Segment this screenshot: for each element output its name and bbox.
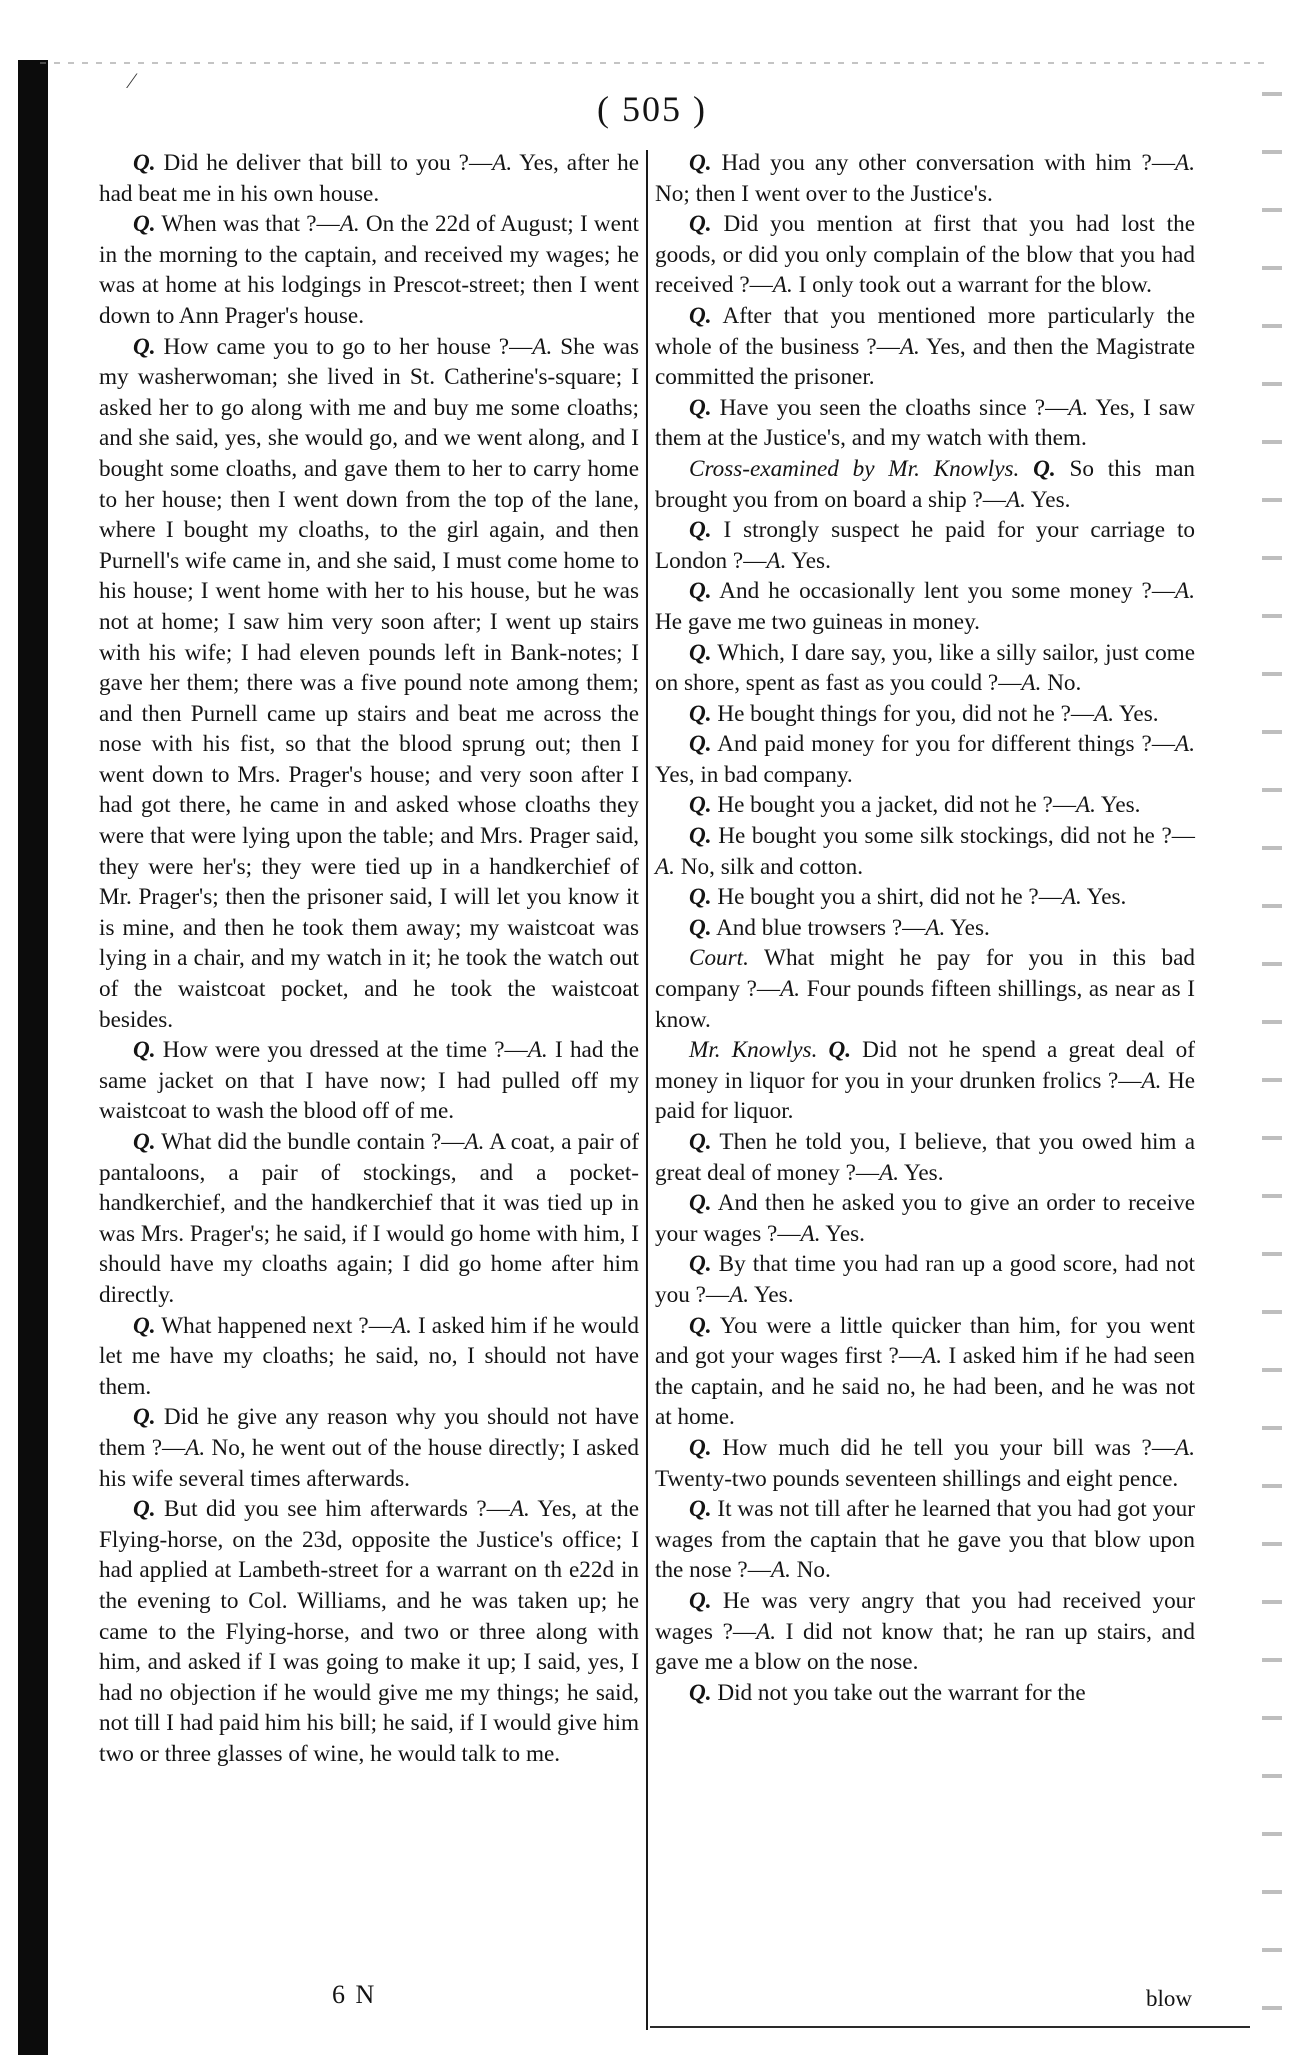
pencil-mark: ⁄ [130,68,134,93]
answer-marker: A. [1141,1067,1162,1094]
question-marker: Q. [689,211,712,238]
catchword: blow [1146,1986,1192,2011]
testimony-paragraph [99,1311,639,1403]
testimony-text: No; then I went over to the Justice's. [655,180,993,207]
testimony-paragraph [655,1249,1195,1310]
testimony-text: Which, I dare say, you, like a silly sailor, just come on shore, spent as fast as you could ?— [655,639,1195,697]
testimony-text: Did he deliver that bill to you ?— [155,150,493,176]
testimony-text: Yes. [1025,486,1071,513]
testimony-paragraph [99,148,639,209]
testimony-text: Did not you take out the warrant for the [711,1679,1086,1706]
answer-marker: A. [1094,700,1115,727]
testimony-text: A coat, a pair of pantaloons, a pair of stockings, and a pocket-handkerchief, and the handkerchief that it was tied up in was Mrs. Prager's; he said, if I would go home with him, I should have my cloaths again; I did go home after him directly. [99,1129,639,1308]
testimony-text: Yes. [1095,792,1141,819]
testimony-paragraph [655,882,1195,913]
testimony-text: And paid money for you for different things ?— [711,731,1176,758]
testimony-text: He bought you a shirt, did not he ?— [711,884,1062,911]
testimony-text: On the 22d of August; I went in the morning to the captain, and received my wages; he was at home at his lodgings in Prescot-street; then I went down to Ann Prager's house. [99,211,639,329]
testimony-text: Twenty-two pounds seventeen shillings and eight pence. [655,1465,1179,1492]
answer-marker: A. [1175,578,1195,605]
testimony-paragraph [655,1586,1195,1678]
testimony-text: Did not he spend a great deal of money in liquor for you in your drunken frolics ?— [655,1037,1195,1094]
testimony-text: Yes, in bad company. [655,761,853,788]
testimony-text [1019,456,1033,482]
question-marker: Q. [689,792,712,819]
answer-marker: A. [1175,731,1195,758]
question-marker: Q. [689,517,712,544]
question-marker: Q. [689,302,712,329]
testimony-paragraph [655,699,1195,730]
answer-marker: A. [772,272,793,299]
testimony-text [817,1037,828,1063]
testimony-text: I asked him if he would let me have my cloaths; he said, no, I should not have them. [99,1312,639,1400]
testimony-text: Yes. [786,547,831,574]
testimony-paragraph [655,148,1195,209]
question-marker: Q. [689,1312,712,1339]
answer-marker: A. [1005,486,1026,513]
question-marker: Q. [133,1496,156,1523]
testimony-text: Yes, I saw them at the Justice's, and my watch with them. [655,394,1195,452]
question-marker: Q. [133,211,156,238]
testimony-text: No. [790,1557,831,1584]
answer-marker: A. [1068,394,1089,421]
testimony-text: But did you see him afterwards ?— [155,1496,510,1523]
testimony-text: Yes, and then the Magistrate committed the prisoner. [655,333,1195,391]
answer-marker: A. [492,150,513,176]
testimony-text: He bought you some silk stockings, did not he ?— [711,823,1195,850]
answer-marker: A. [1021,670,1042,697]
answer-marker: A. [770,1557,791,1584]
question-marker: Q. [133,333,156,360]
top-edge-marks [40,62,1264,64]
answer-marker: A. [1175,150,1195,176]
testimony-text: How much did he tell you your bill was ?— [711,1434,1176,1461]
testimony-text: When was that ?— [155,211,340,238]
column-divider [646,150,648,2030]
question-marker: Q. [689,914,712,941]
testimony-text: No, silk and cotton. [674,853,864,880]
testimony-paragraph [655,209,1195,301]
testimony-text: She was my washerwoman; she lived in St. Catherine's-square; I asked her to go along with me and buy me some cloaths; and she said, yes, she would go, and we went along, and I bought some cloaths, and gave them to her to carry home to her house; then I went down from the top of the lane, where I bought my cloaths, to the girl again, and then Purnell's wife came in, and she said, I must come home to his house; I went home with her to his house, but he was not at home; I saw him very soon after; I went up stairs with his wife; I had eleven pounds left in Bank-notes; I gave her them; there was a five pound note among them; and then Purnell came up stairs and beat me across the nose with his fist, so that the blood sprung out; then I went down to Mrs. Prager's house; and very soon after I had got there, he came in and asked whose cloaths they were that were lying upon the table; and Mrs. Prager said, they were her's; they were tied up in a handkerchief of Mr. Prager's; then the prisoner said, I will let you know it is mine, and then he took them away; my waistcoat was lying in a chair, and my watch in it; he took the watch out of the waistcoat pocket, and he took the waistcoat besides. [99,333,639,1033]
answer-marker: A. [925,914,946,941]
testimony-text: No, he went out of the house directly; I asked his wife several times afterwards. [99,1434,639,1492]
testimony-text: Did he give any reason why you should not have them ?— [99,1404,639,1461]
testimony-text: Yes, after he had beat me in his own house. [99,150,640,207]
speaker-label: Mr. Knowlys. [689,1037,818,1064]
testimony-text: You were a little quicker than him, for you went and got your wages first ?— [655,1312,1195,1370]
question-marker: Q. [689,1496,712,1523]
testimony-paragraph [655,729,1195,790]
testimony-text: Yes, at the Flying-horse, on the 23d, opposite the Justice's office; I had applied at Lambeth-street for a warrant on th e22d in the evening to Col. Williams, and he was taken up; he came to the Flying-horse, and two or three along with him, and asked if I was going to make it up; I said, yes, I had no objection if he would give me my things; he said, not till I had paid him his bill; he said, if I would give him two or three glasses of wine, he would talk to me. [99,1496,639,1767]
testimony-text: He bought you a jacket, did not he ?— [711,792,1077,819]
testimony-text: And then he asked you to give an order to receive your wages ?— [655,1190,1195,1247]
testimony-paragraph [99,1402,639,1494]
testimony-paragraph [655,301,1195,393]
testimony-text: What happened next ?— [155,1312,392,1339]
testimony-text: Yes. [899,1159,944,1186]
question-marker: Q. [689,1251,712,1278]
testimony-text: I strongly suspect he paid for your carriage to London ?— [655,517,1195,574]
testimony-paragraph [655,1127,1195,1188]
answer-marker: A. [879,1159,900,1186]
testimony-text: How came you to go to her house ?— [155,333,533,360]
question-marker: Q. [689,700,712,727]
testimony-paragraph [655,913,1195,944]
answer-marker: A. [729,1281,750,1308]
question-marker: Q. [689,1129,712,1155]
testimony-paragraph [655,943,1195,1035]
testimony-text: I only took out a warrant for the blow. [792,272,1152,299]
testimony-paragraph [99,1035,639,1127]
bottom-rule [650,2026,1250,2028]
question-marker: Q. [689,1190,712,1217]
testimony-paragraph [99,1127,639,1311]
testimony-paragraph [655,515,1195,576]
testimony-text: Had you any other conversation with him ?— [711,150,1176,176]
answer-marker: A. [185,1434,206,1461]
answer-marker: A. [532,333,553,360]
question-marker: Q. [828,1037,852,1064]
testimony-text: What might he pay for you in this bad company ?— [655,945,1195,1003]
question-marker: Q. [689,1679,712,1706]
question-marker: Q. [689,823,712,850]
question-marker: Q. [689,394,712,421]
question-marker: Q. [689,1587,712,1614]
testimony-text: Did you mention at first that you had lost the goods, or did you only complain of the blow that you had received ?— [655,211,1195,299]
testimony-text: What did the bundle contain ?— [155,1129,465,1155]
right-edge-marks [1262,70,1282,2030]
question-marker: Q. [133,1312,156,1339]
testimony-paragraph [99,209,639,331]
testimony-text: I had the same jacket on that I have now; I had pulled off my waistcoat to wash the blood off of me. [99,1037,639,1125]
question-marker: Q. [133,1129,156,1155]
question-marker: Q. [133,1404,156,1431]
testimony-text: And he occasionally lent you some money ?— [711,578,1176,605]
testimony-text: Yes. [945,914,990,941]
question-marker: Q. [689,639,712,666]
answer-marker: A. [756,1618,777,1645]
testimony-text: How were you dressed at the time ?— [155,1037,528,1064]
testimony-text: No. [1041,670,1082,697]
testimony-text: He gave me two guineas in money. [655,608,980,635]
testimony-paragraph [655,576,1195,637]
testimony-text: I did not know that; he ran up stairs, and gave me a blow on the nose. [655,1618,1195,1676]
answer-marker: A. [1076,792,1096,819]
question-marker: Q. [689,150,712,176]
answer-marker: A. [922,1343,942,1370]
testimony-paragraph [655,821,1195,882]
testimony-text: He was very angry that you had received your wages ?— [655,1587,1195,1645]
question-marker: Q. [133,1037,156,1064]
testimony-paragraph [655,1494,1195,1586]
testimony-paragraph [655,638,1195,699]
testimony-text: By that time you had ran up a good score, had not you ?— [655,1251,1195,1308]
speaker-label: Court. [689,945,749,972]
answer-marker: A. [509,1496,530,1523]
testimony-text: Yes. [749,1281,794,1308]
testimony-paragraph [655,393,1195,454]
answer-marker: A. [780,976,801,1003]
testimony-text: So this man brought you from on board a ship ?— [655,455,1195,513]
answer-marker: A. [1061,884,1082,911]
testimony-paragraph [655,790,1195,821]
testimony-text: Then he told you, I believe, that you owed him a great deal of money ?— [655,1129,1195,1186]
answer-marker: A. [391,1312,412,1339]
testimony-paragraph [99,332,639,1036]
testimony-text: Yes. [1114,700,1159,727]
answer-marker: A. [766,547,787,574]
question-marker: Q. [689,884,712,911]
testimony-paragraph [655,1188,1195,1249]
testimony-paragraph [655,1035,1195,1127]
testimony-paragraph [655,1433,1195,1494]
signature-mark: 6 N [332,1980,377,2009]
question-marker: Q. [689,1434,712,1461]
testimony-paragraph [655,1311,1195,1433]
binding-edge [18,60,48,2055]
page-number: ( 505 ) [597,89,707,129]
testimony-text: And blue trowsers ?— [711,914,926,941]
testimony-paragraph [655,1678,1195,1709]
question-marker: Q. [689,578,712,605]
testimony-paragraph [655,454,1195,515]
testimony-text: It was not till after he learned that you had got your wages from the captain that he gave you that blow upon the nose ?— [655,1496,1195,1584]
answer-marker: A. [339,211,360,238]
testimony-text: Four pounds fifteen shillings, as near as I know. [655,976,1195,1033]
testimony-text: Have you seen the cloaths since ?— [711,394,1069,421]
testimony-text: After that you mentioned more particularly the whole of the business ?— [655,302,1195,360]
answer-marker: A. [655,853,675,880]
question-marker: Q. [1033,455,1056,482]
answer-marker: A. [464,1129,485,1155]
testimony-text: Yes. [1081,884,1127,911]
question-marker: Q. [133,150,156,176]
testimony-paragraph [99,1494,639,1769]
left-column [99,148,639,1998]
answer-marker: A. [527,1037,548,1064]
answer-marker: A. [1175,1434,1195,1461]
question-marker: Q. [689,731,712,758]
answer-marker: A. [899,333,920,360]
testimony-text: He paid for liquor. [655,1067,1195,1125]
testimony-text: I asked him if he had seen the captain, and he said no, he had been, and he was not at home. [655,1343,1195,1431]
speaker-label: Cross-examined by Mr. Knowlys. [689,455,1020,482]
testimony-text: He bought things for you, did not he ?— [711,700,1095,727]
answer-marker: A. [800,1220,821,1247]
testimony-text: Yes. [820,1220,865,1247]
right-column [655,148,1195,1998]
